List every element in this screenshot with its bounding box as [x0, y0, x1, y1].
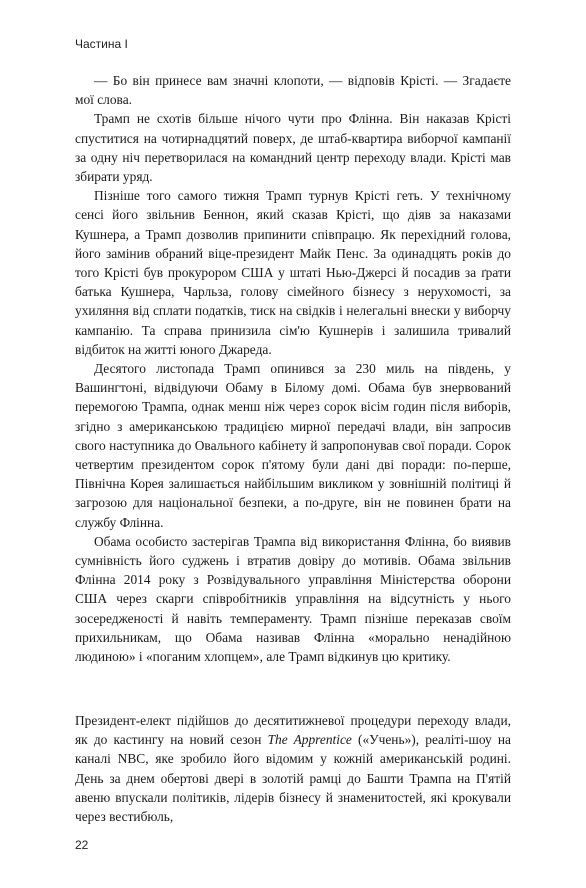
show-title: The Apprentice: [267, 732, 352, 748]
text-run: («Учень»), реаліті-шоу на каналі NBC, яке зробило його відомим у кожній американській родині. День за днем обертові двері в золотій рамці до Башти Трампа на П'ятій авеню впускали політиків, лідерів бізнесу й знаменитостей, які крокували через вестибюль,: [75, 732, 511, 825]
paragraph: Десятого листопада Трамп опинився за 230 миль на південь, у Вашингтоні, відвідуючи Обаму в Білому домі. Обама був знервований перемогою Трампа, однак менш ніж через сорок вісім годин після виборів, згідно з американською традицією мирної передачі влади, він запросив свого наступника до Овального кабінету й запропонував свої поради. Сорок четвертим президентом сорок п'ятому були дані дві поради: по-перше, Північна Корея залишається найбільшим викликом у зовнішній політиці й загрозою для національної безпеки, а по-друге, він не повинен брати на службу Флінна.: [75, 361, 511, 530]
page-number: 22: [75, 838, 89, 852]
paragraph: — Бо він принесе вам значні клопоти, — відповів Крісті. — Згадаєте мої слова.: [75, 73, 511, 108]
body-text: [75, 71, 511, 666]
section-text: [75, 711, 511, 826]
paragraph: Трамп не схотів більше нічого чути про Флінна. Він наказав Крісті спуститися на чотирнадцятий поверх, де штаб-квартира виборчої кампанії за одну ніч перетворилася на командний центр переходу влади. Крісті мав збирати уряд.: [75, 111, 511, 185]
paragraph: Пізніше того самого тижня Трамп турнув Крісті геть. У технічному сенсі його звільнив Беннон, який сказав Крісті, що діяв за наказами Кушнера, а Трамп дозволив припинити співпрацю. Як перехідний голова, його замінив обраний віце-президент Майк Пенс. За одинадцять років до того Крісті був прокурором США у штаті Нью-Джерсі й посадив за ґрати батька Кушнера, Чарльза, голову сімейного бізнесу з нерухомості, за ухиляння від сплати податків, тиск на свідків і нелегальні внески у виборчу кампанію. Та справа принизила сім'ю Кушнерів і залишила тривалий відбиток на житті юного Джареда.: [75, 188, 511, 357]
section-opening-paragraph: [75, 711, 511, 826]
text-run: Президент-елект підійшов до десятитижневої процедури переходу влади, як до кастингу на новий сезон: [75, 713, 511, 748]
paragraph: Обама особисто застерігав Трампа від використання Флінна, бо виявив сумнівність його суджень і втратив довіру до мотивів. Обама звільнив Флінна 2014 року з Розвідувального управління Міністерства оборони США через скарги співробітників управління на відсутність у нього зосередженості й навіть темпераменту. Трамп пізніше переказав своїм прихильникам, що Обама називав Флінна «морально ненадійною людиною» і «поганим хлопцем», але Трамп відкинув цю критику.: [75, 533, 511, 665]
running-head: Частина I: [75, 37, 128, 51]
